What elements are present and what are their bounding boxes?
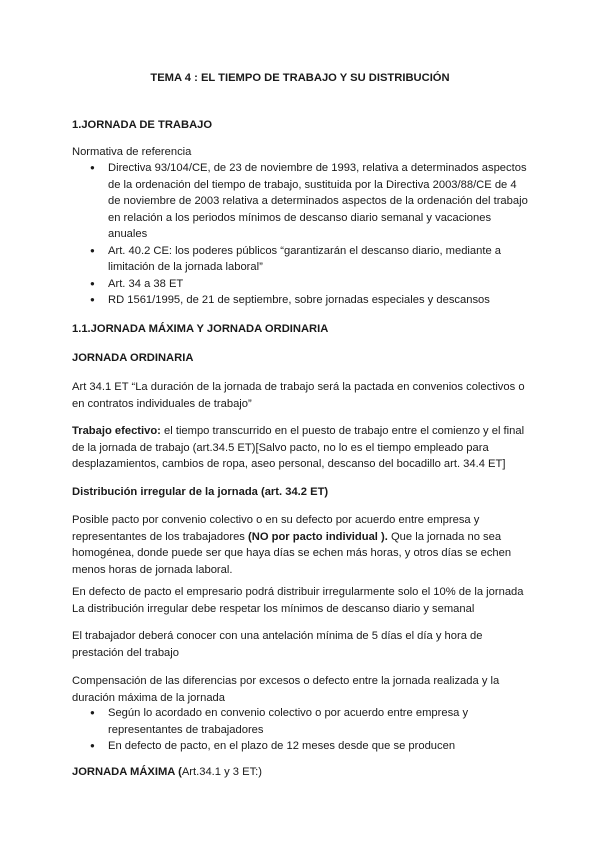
section-heading-jornada-maxima-ordinaria: 1.1.JORNADA MÁXIMA Y JORNADA ORDINARIA [72, 323, 329, 335]
list-item: ● Según lo acordado en convenio colectivo o por acuerdo entre empresa y representantes de trabajadores [90, 705, 490, 738]
trabajo-efectivo-paragraph [72, 423, 534, 473]
defecto-pacto-line-1: En defecto de pacto el empresario podrá distribuir irregularmente solo el 10% de la jornada [72, 586, 524, 598]
jornada-maxima-ref: Art.34.1 y 3 ET:) [181, 766, 263, 778]
list-item: ● Directiva 93/104/CE, de 23 de noviembre de 1993, relativa a determinados aspectos de la ordenación del tiempo de trabajo, sustituida por la Directiva 2003/88/CE de 4 de noviembre de 2003 relativa a determinados aspectos de la ordenación del trabajo en relación a los periodos mínimos de descanso diario semanal y vacaciones anuales [90, 160, 530, 243]
trabajo-efectivo-text: el tiempo transcurrido en el puesto de trabajo entre el comienzo y el final de la jornada de trabajo (art.34.5 ET)[Salvo pacto, no lo es el tiempo empleado para desplazamientos, cambios de ropa, aseo personal, descanso del bocadillo art. 34.4 ET] [72, 425, 525, 470]
list-item: ● En defecto de pacto, en el plazo de 12 meses desde que se producen [90, 738, 490, 755]
jornada-maxima-paren: ( [174, 766, 182, 778]
list-item: ● Art. 34 a 38 ET [90, 276, 530, 293]
list-item: ● RD 1561/1995, de 21 de septiembre, sobre jornadas especiales y descansos [90, 292, 530, 309]
posible-pacto-text-b: Que la jornada no sea homogénea, donde puede ser que haya días se echen más horas, y otros días se echen menos horas de jornada laboral. [72, 530, 512, 576]
normativa-intro: Normativa de referencia [72, 146, 192, 158]
defecto-pacto-line-2: La distribución irregular debe respetar los mínimos de descanso diario y semanal [72, 602, 475, 615]
trabajo-efectivo-label: Trabajo efectivo: [72, 425, 161, 437]
jornada-maxima-heading-line [72, 764, 262, 781]
defecto-pacto-paragraph [72, 584, 534, 617]
antelacion-paragraph: El trabajador deberá conocer con una antelación mínima de 5 días el día y hora de prestación del trabajo [72, 630, 483, 659]
compensacion-list [90, 705, 490, 755]
list-item: ● Art. 40.2 CE: los poderes públicos “garantizarán el descanso diario, mediante a limitación de la jornada laboral” [90, 243, 530, 276]
section-heading-jornada: 1.JORNADA DE TRABAJO [72, 119, 213, 131]
subheading-distribucion-irregular: Distribución irregular de la jornada (art. 34.2 ET) [72, 486, 329, 498]
page-title: TEMA 4 : EL TIEMPO DE TRABAJO Y SU DISTRIBUCIÓN [150, 72, 450, 84]
subheading-jornada-maxima: JORNADA MÁXIMA [72, 766, 175, 778]
posible-pacto-paragraph [72, 512, 534, 578]
subheading-jornada-ordinaria: JORNADA ORDINARIA [72, 352, 194, 364]
art-34-1-paragraph: Art 34.1 ET “La duración de la jornada de trabajo será la pactada en convenios colectivos o en contratos individuales de trabajo” [72, 381, 525, 410]
normativa-list [90, 160, 530, 309]
compensacion-paragraph: Compensación de las diferencias por excesos o defecto entre la jornada realizada y la duración máxima de la jornada [72, 675, 500, 704]
posible-pacto-text-a: Posible pacto por convenio colectivo o en su defecto por acuerdo entre empresa y representantes de los trabajadores [72, 514, 480, 543]
no-pacto-individual: (NO por pacto individual ). [248, 530, 388, 543]
